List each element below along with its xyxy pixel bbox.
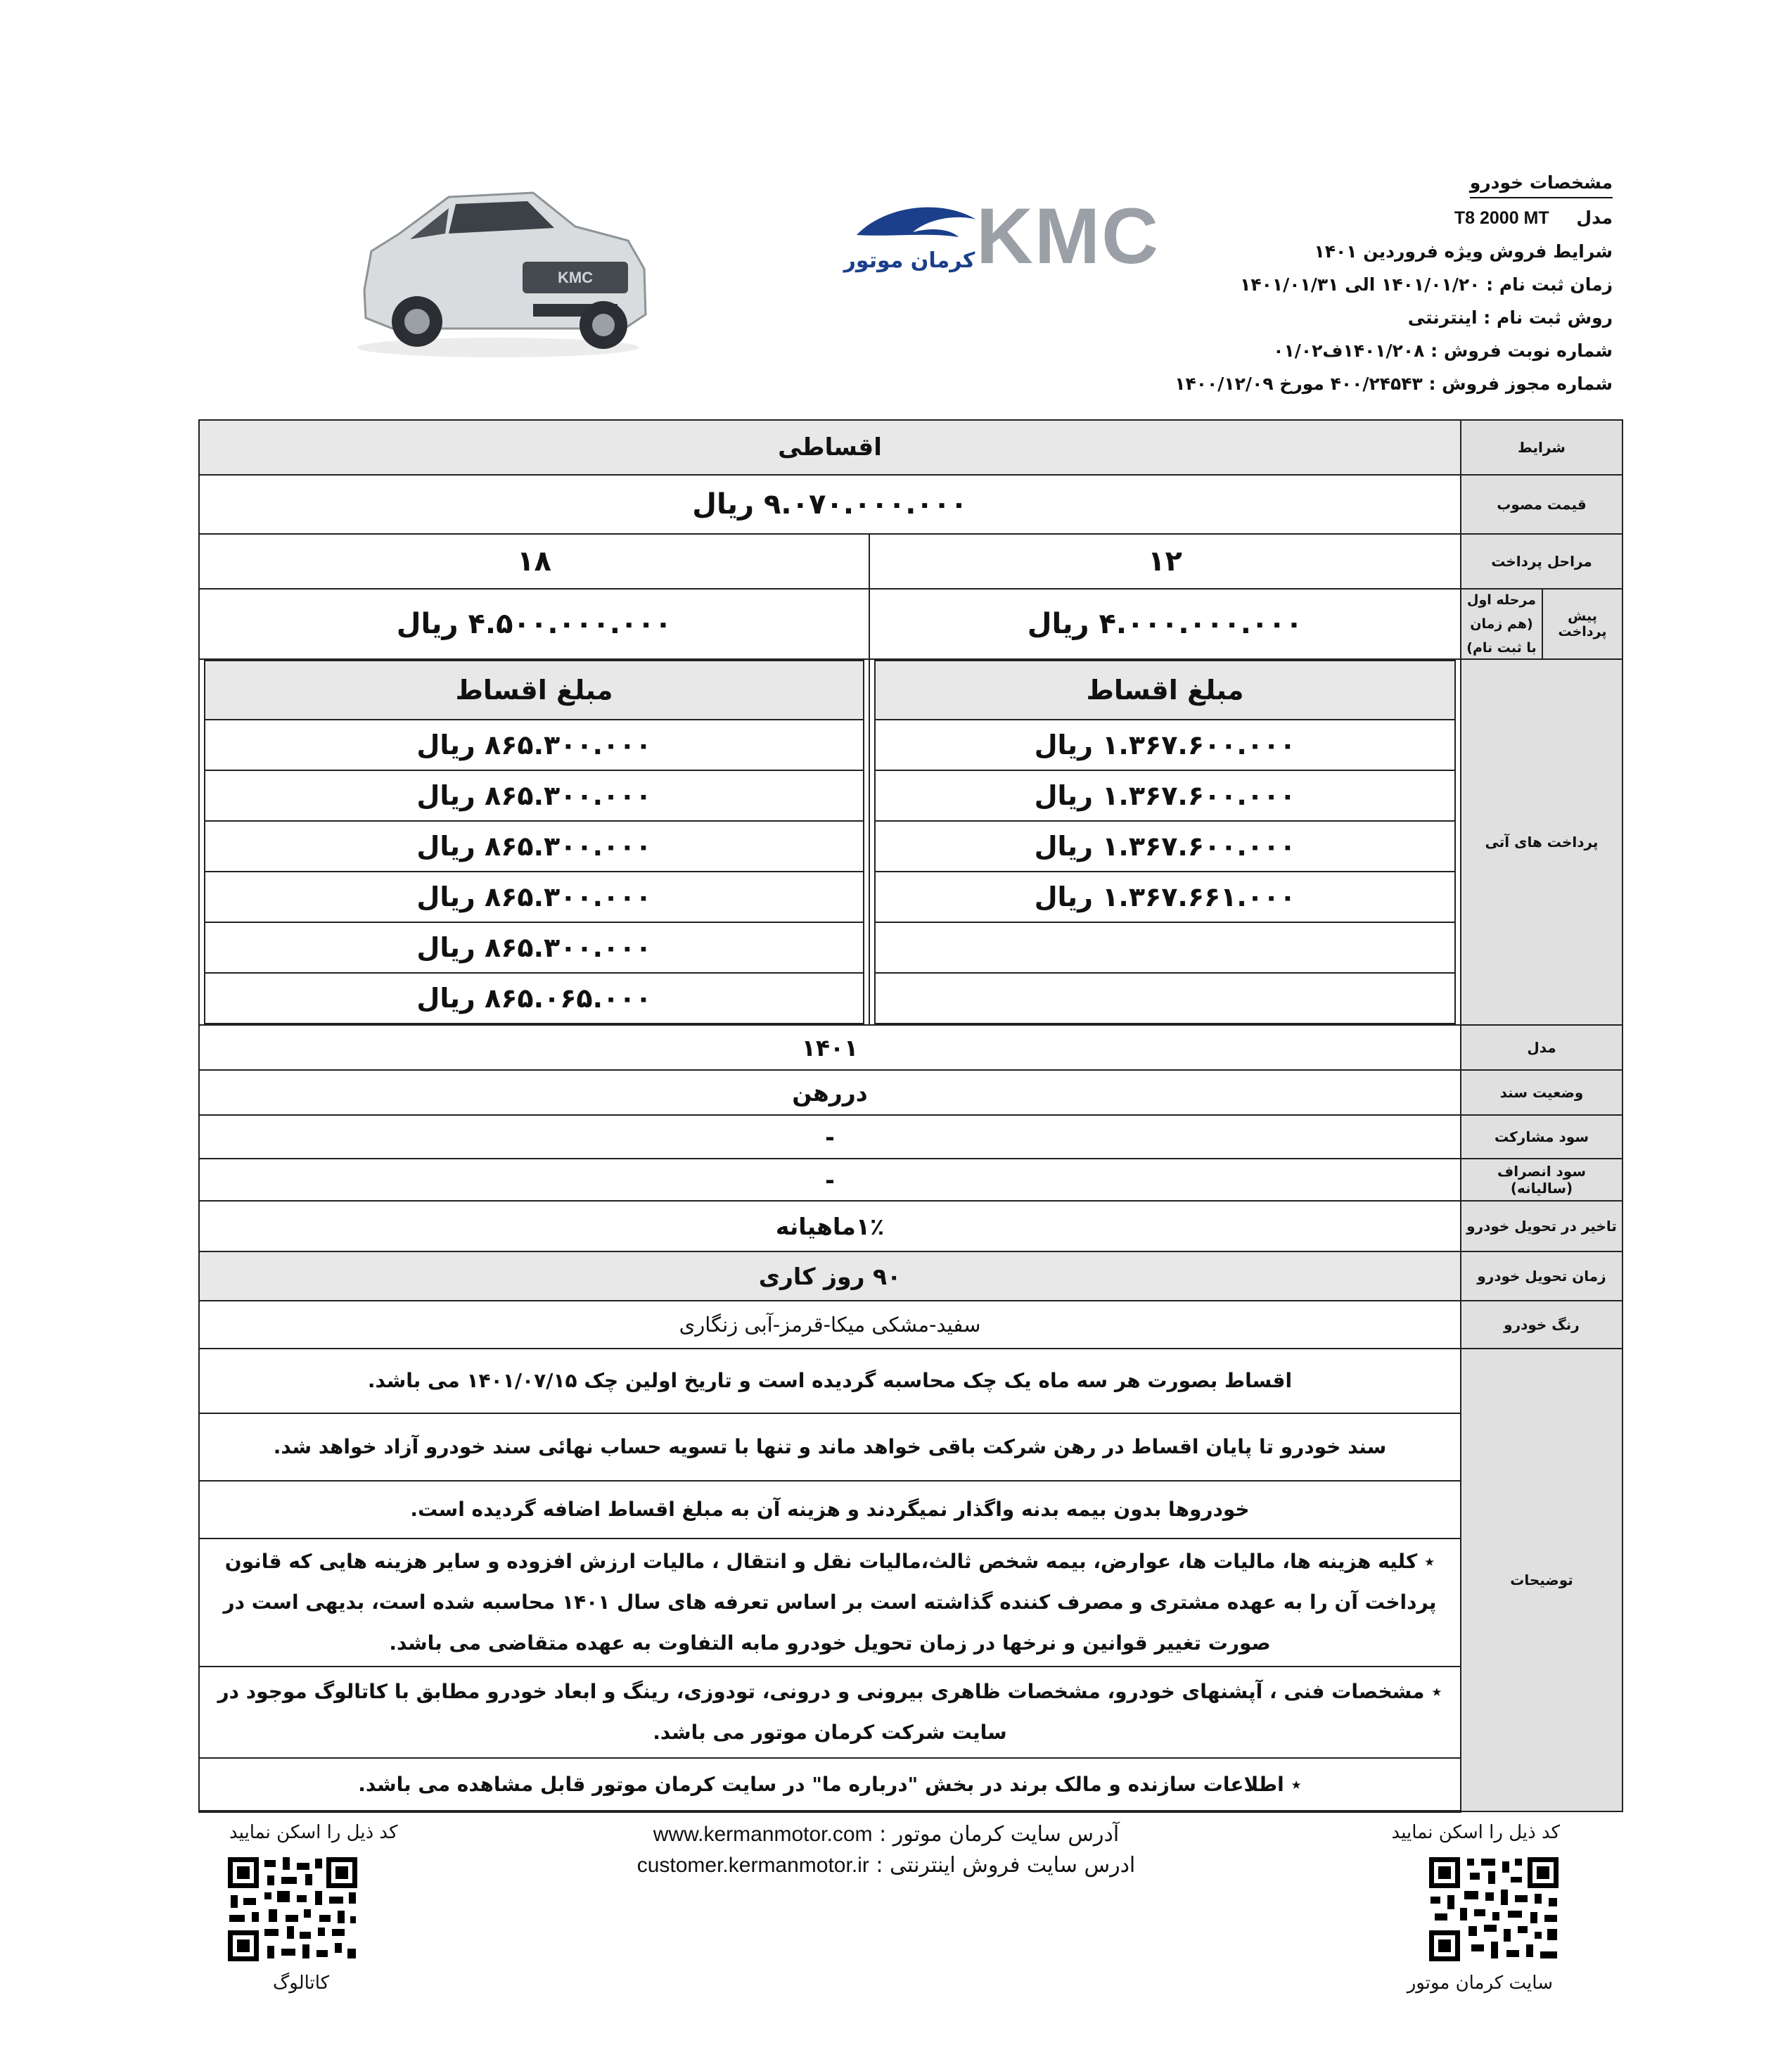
site-label: آدرس سایت کرمان موتور : — [879, 1822, 1120, 1847]
spec-model-value: T8 2000 MT — [1454, 208, 1549, 228]
delivery-delay-label: تاخیر در تحویل خودرو — [1461, 1201, 1623, 1251]
installment-18-6: ۸۶۵.۰۶۵.۰۰۰ ریال — [205, 973, 864, 1024]
shop-url-link[interactable]: customer.kermanmotor.ir — [636, 1854, 869, 1877]
svg-text:KMC: KMC — [557, 269, 594, 286]
delivery-delay-value: ۱٪ماهیانه — [199, 1201, 1461, 1251]
note-4: ٭ کلیه هزینه ها، مالیات ها، عوارض، بیمه شخص ثالث،مالیات نقل و انتقال ، مالیات ارزش افزوده و سایر هزینه هایی که قانون پرداخت آن را به عهده مشتری و مصرف کننده گذاشته است بر اساس تعرفه های سال ۱۴۰۱ محاسبه شده است، بدیهی است در صورت تغییر قوانین و نرخها در زمان تحویل خودرو مابه التفاوت به عهده متقاضی می باشد. — [199, 1539, 1461, 1667]
installments-18-column — [199, 659, 869, 1025]
stage-18: ۱۸ — [199, 534, 869, 589]
installment-18-5: ۸۶۵.۳۰۰.۰۰۰ ریال — [205, 922, 864, 973]
participation-profit-value: - — [199, 1115, 1461, 1159]
spec-conditions: شرایط فروش ویژه فروردین ۱۴۰۱ — [1314, 241, 1613, 262]
participation-profit-label: سود مشارکت — [1461, 1115, 1623, 1159]
installment-12-1: ۱.۳۶۷.۶۰۰.۰۰۰ ریال — [875, 720, 1455, 770]
installment-12-4: ۱.۳۶۷.۶۶۱.۰۰۰ ریال — [875, 872, 1455, 922]
kmc-logo: KMC — [976, 192, 1160, 280]
spec-title: مشخصات خودرو — [1470, 169, 1613, 198]
caption-catalog: کاتالوگ — [273, 1973, 330, 1994]
site-url-link[interactable]: www.kermanmotor.com — [653, 1823, 873, 1846]
document-status-value: دررهن — [199, 1070, 1461, 1115]
delivery-time-label: زمان تحویل خودرو — [1461, 1251, 1623, 1301]
note-6: ٭ اطلاعات سازنده و مالک برند در بخش "درباره ما" در سایت کرمان موتور قابل مشاهده می باشد. — [199, 1758, 1461, 1811]
note-3: خودروها بدون بیمه بدنه واگذار نمیگردند و هزینه آن به مبلغ اقساط اضافه گردیده است. — [199, 1481, 1461, 1539]
address-block — [619, 1819, 1153, 1881]
pickup-truck-image — [343, 184, 653, 360]
approved-price-label: قیمت مصوب — [1461, 475, 1623, 534]
spec-sale-permit-number: شماره مجوز فروش : ۴۰۰/۲۴۵۴۳ مورخ ۱۴۰۰/۱۲/۰۹ — [1175, 374, 1613, 394]
prepayment-label-cell — [1461, 589, 1623, 659]
installment-12-6 — [875, 973, 1455, 1024]
cancellation-profit-value: - — [199, 1159, 1461, 1201]
qr-code-catalog[interactable] — [226, 1856, 359, 1963]
installment-18-2: ۸۶۵.۳۰۰.۰۰۰ ریال — [205, 770, 864, 821]
qr-code-site[interactable] — [1428, 1856, 1560, 1963]
note-1: اقساط بصورت هر سه ماه یک چک محاسبه گردیده است و تاریخ اولین چک ۱۴۰۱/۰۷/۱۵ می باشد. — [199, 1349, 1461, 1413]
spec-sale-turn-number: شماره نوبت فروش : ۱۴۰۱/۲۰۸ف۰۱/۰۲ — [1273, 340, 1613, 361]
kerman-motor-text: کرمان موتور — [843, 248, 975, 273]
first-stage-label: مرحله اول (هم زمان با ثبت نام) — [1466, 592, 1537, 656]
installment-header-18: مبلغ اقساط — [205, 661, 864, 720]
note-5: ٭ مشخصات فنی ، آپشنهای خودرو، مشخصات ظاهری بیرونی و درونی، تودوزی، رینگ و ابعاد خودرو مطابق با کاتالوگ موجود در سایت شرکت کرمان موتور می باشد. — [199, 1667, 1461, 1758]
spec-registration-method: روش ثبت نام : اینترنتی — [1407, 307, 1613, 328]
prepayment-label: پیش پرداخت — [1542, 590, 1622, 658]
scan-hint-left: کد ذیل را اسکن نمایید — [229, 1822, 398, 1843]
color-label: رنگ خودرو — [1461, 1301, 1623, 1349]
installment-header-12: مبلغ اقساط — [875, 661, 1455, 720]
shop-address-line — [619, 1850, 1153, 1881]
future-payments-label: پرداخت های آتی — [1461, 659, 1623, 1025]
site-address-line — [619, 1819, 1153, 1850]
installment-12-2: ۱.۳۶۷.۶۰۰.۰۰۰ ریال — [875, 770, 1455, 821]
conditions-value: اقساطی — [199, 420, 1461, 475]
price-conditions-table — [198, 419, 1623, 1813]
spec-registration-time: زمان ثبت نام : ۱۴۰۱/۰۱/۲۰ الی ۱۴۰۱/۰۱/۳۱ — [1240, 274, 1613, 295]
installment-18-1: ۸۶۵.۳۰۰.۰۰۰ ریال — [205, 720, 864, 770]
prepayment-18: ۴.۵۰۰.۰۰۰.۰۰۰ ریال — [199, 589, 869, 659]
cancellation-profit-label: سود انصراف (سالیانه) — [1461, 1159, 1623, 1201]
approved-price-value: ۹.۰۷۰.۰۰۰.۰۰۰ ریال — [199, 475, 1461, 534]
document-status-label: وضعیت سند — [1461, 1070, 1623, 1115]
caption-site: سایت کرمان موتور — [1407, 1973, 1553, 1994]
installment-12-5 — [875, 922, 1455, 973]
payment-stages-label: مراحل پرداخت — [1461, 534, 1623, 589]
installment-12-3: ۱.۳۶۷.۶۰۰.۰۰۰ ریال — [875, 821, 1455, 872]
installments-12-column — [869, 659, 1461, 1025]
shop-label: ادرس سایت فروش اینترنتی : — [876, 1853, 1136, 1878]
kerman-motor-logo — [836, 198, 983, 276]
spec-model-label: مدل — [1576, 208, 1613, 228]
scan-hint-right: کد ذیل را اسکن نمایید — [1391, 1822, 1560, 1843]
color-value: سفید-مشکی میکا-قرمز-آبی زنگاری — [199, 1301, 1461, 1349]
model-label: مدل — [1461, 1025, 1623, 1070]
model-value: ۱۴۰۱ — [199, 1025, 1461, 1070]
note-2: سند خودرو تا پایان اقساط در رهن شرکت باقی خواهد ماند و تنها با تسویه حساب نهائی سند خودرو آزاد خواهد شد. — [199, 1413, 1461, 1481]
conditions-label: شرایط — [1461, 420, 1623, 475]
notes-label: توضیحات — [1461, 1349, 1623, 1811]
prepayment-12: ۴.۰۰۰.۰۰۰.۰۰۰ ریال — [869, 589, 1461, 659]
installment-18-4: ۸۶۵.۳۰۰.۰۰۰ ریال — [205, 872, 864, 922]
installment-18-3: ۸۶۵.۳۰۰.۰۰۰ ریال — [205, 821, 864, 872]
delivery-time-value: ۹۰ روز کاری — [199, 1251, 1461, 1301]
stage-12: ۱۲ — [869, 534, 1461, 589]
